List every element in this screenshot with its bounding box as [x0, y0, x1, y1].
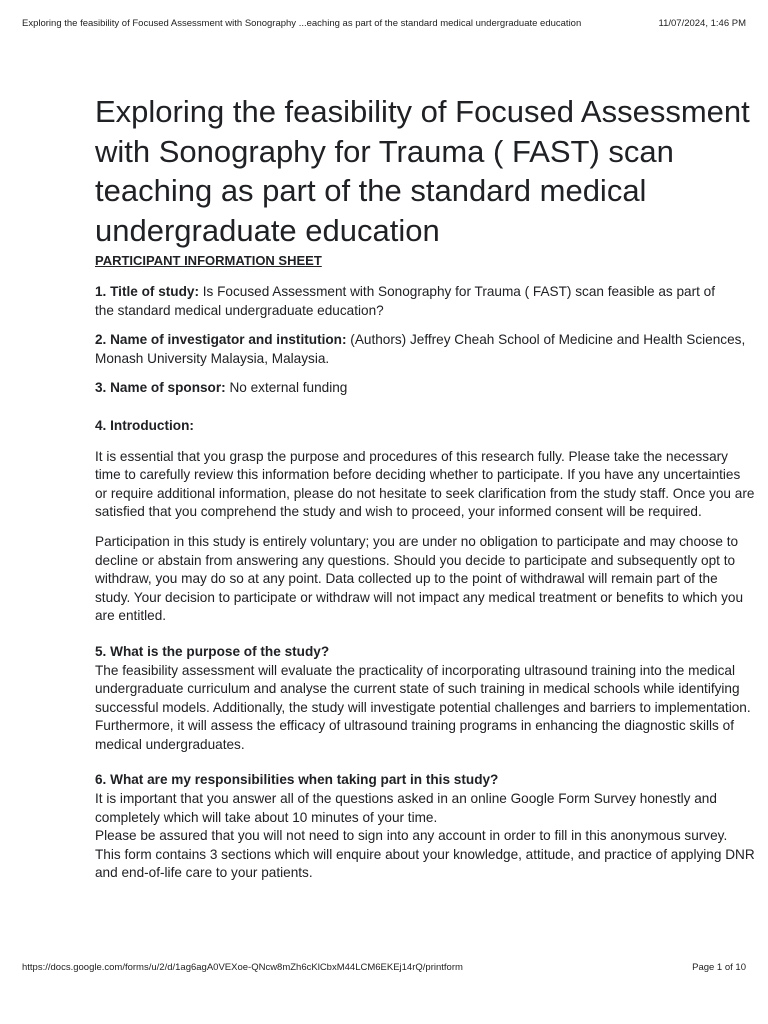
introduction-label: 4. Introduction: [95, 417, 194, 433]
print-header-timestamp: 11/07/2024, 1:46 PM [658, 18, 746, 29]
introduction-paragraph-1: It is essential that you grasp the purpose and procedures of this research fully. Please take the necessary time to carefully review this information before deciding whether to participate. If you have any uncertainties or require additional information, please do not hesitate to seek clarification from the study staff. Once you are satisfied that you comprehend the study and wish to proceed, your informed consent will be required. [95, 448, 755, 520]
page-content [95, 92, 755, 883]
study-title-label: 1. Title of study: [95, 284, 199, 299]
sponsor-text: No external funding [225, 380, 348, 396]
investigator-label: 2. Name of investigator and institution: [95, 332, 347, 348]
introduction-paragraph-2: Participation in this study is entirely voluntary; you are under no obligation to participate and may choose to decline or abstain from answering any questions. Should you decide to participate and subsequently opt to withdraw, you may do so at any point. Data collected up to the point of withdrawal will remain part of the study. Your decision to participate or withdraw will not impact any medical treatment or benefits to which you are entitled. [95, 533, 744, 624]
print-footer-page-number: Page 1 of 10 [692, 962, 746, 973]
participant-info-heading: PARTICIPANT INFORMATION SHEET [95, 253, 322, 268]
study-title-text-line2: the standard medical undergraduate education? [95, 302, 384, 318]
responsibilities-text-2: Please be assured that you will not need to sign into any account in order to fill in this anonymous survey. This form contains 3 sections which will enquire about your knowledge, attitude, and practice of applying DNR and end-of-life care to your patients. [95, 828, 755, 881]
print-footer-url: https://docs.google.com/forms/u/2/d/1ag6agA0VEXoe-QNcw8mZh6cKlCbxM44LCM6EKEj14rQ/printform [22, 962, 463, 973]
responsibilities-label: 6. What are my responsibilities when taking part in this study? [95, 772, 499, 788]
print-footer [22, 962, 746, 973]
sponsor-label: 3. Name of sponsor: [95, 380, 226, 396]
section-responsibilities [95, 771, 755, 883]
section-sponsor [95, 379, 755, 398]
print-header [22, 18, 746, 29]
page-title: Exploring the feasibility of Focused Assessment with Sonography for Trauma ( FAST) scan teaching as part of the standard medical undergraduate education [95, 94, 750, 248]
purpose-label: 5. What is the purpose of the study? [95, 643, 330, 659]
study-title-text-line1: Is Focused Assessment with Sonography for Trauma ( FAST) scan feasible as part of [198, 284, 716, 299]
investigator-text: (Authors) Jeffrey Cheah School of Medicine and Health Sciences, Monash University Malaysia, Malaysia. [95, 332, 746, 366]
responsibilities-text-1: It is important that you answer all of the questions asked in an online Google Form Survey honestly and completely which will take about 10 minutes of your time. [95, 791, 717, 825]
print-header-title: Exploring the feasibility of Focused Assessment with Sonography ...eaching as part of the standard medical undergraduate education [22, 18, 582, 29]
section-purpose [95, 643, 755, 755]
purpose-text: The feasibility assessment will evaluate the practicality of incorporating ultrasound training into the medical undergraduate curriculum and analyse the current state of such training in medical schools while identifying successful models. Additionally, the study will investigate potential challenges and barriers to implementation. Furthermore, it will assess the efficacy of ultrasound training programs in enhancing the diagnostic skills of medical undergraduates. [95, 662, 751, 752]
section-introduction-heading [95, 417, 755, 436]
section-title-of-study [95, 283, 755, 320]
section-investigator [95, 331, 755, 368]
